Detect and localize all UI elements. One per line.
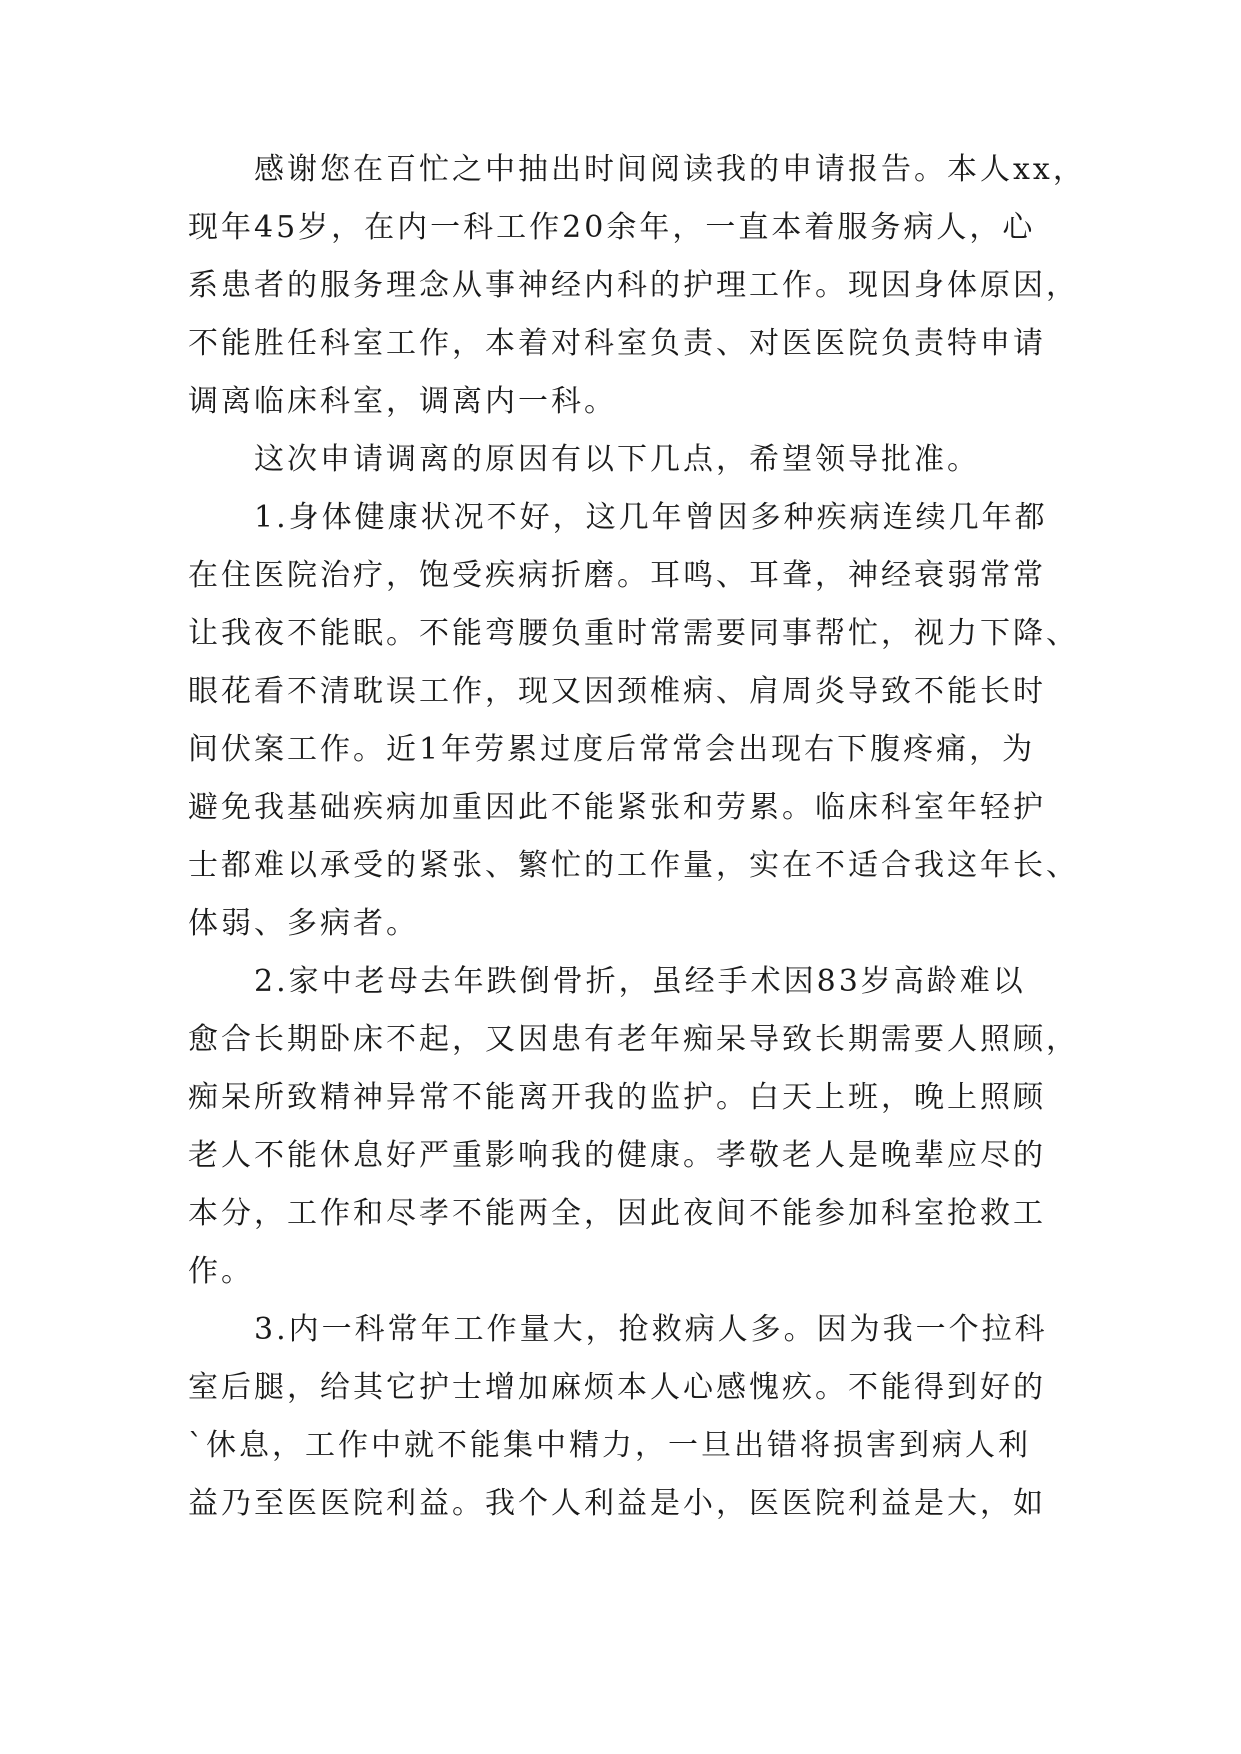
- text-line: 士都难以承受的紧张、繁忙的工作量，实在不适合我这年长、: [188, 848, 1079, 883]
- text-line: 眼花看不清耽误工作，现又因颈椎病、肩周炎导致不能长时: [188, 674, 1046, 709]
- text-line: 间伏案工作。近1年劳累过度后常常会出现右下腹疼痛，为: [188, 732, 1036, 767]
- text-line: 愈合长期卧床不起，又因患有老年痴呆导致长期需要人照顾，: [188, 1022, 1079, 1057]
- text-line: 让我夜不能眠。不能弯腰负重时常需要同事帮忙，视力下降、: [188, 616, 1079, 651]
- text-line: 老人不能休息好严重影响我的健康。孝敬老人是晚辈应尽的: [188, 1138, 1046, 1173]
- text-line: 痴呆所致精神异常不能离开我的监护。白天上班，晚上照顾: [188, 1080, 1046, 1115]
- text-line: 本分，工作和尽孝不能两全，因此夜间不能参加科室抢救工: [188, 1196, 1046, 1231]
- text-line: 调离临床科室，调离内一科。: [188, 384, 617, 419]
- text-line: 益乃至医医院利益。我个人利益是小，医医院利益是大，如: [188, 1486, 1046, 1521]
- text-line: 系患者的服务理念从事神经内科的护理工作。现因身体原因，: [188, 268, 1079, 303]
- text-line: 1.身体健康状况不好，这几年曾因多种疾病连续几年都: [254, 500, 1048, 535]
- text-line: 感谢您在百忙之中抽出时间阅读我的申请报告。本人xx，: [254, 152, 1086, 187]
- text-line: `休息，工作中就不能集中精力，一旦出错将损害到病人利: [188, 1428, 1031, 1463]
- text-line: 现年45岁，在内一科工作20余年，一直本着服务病人，心: [188, 210, 1036, 245]
- text-line: 避免我基础疾病加重因此不能紧张和劳累。临床科室年轻护: [188, 790, 1046, 825]
- text-line: 这次申请调离的原因有以下几点，希望领导批准。: [254, 442, 980, 477]
- text-line: 作。: [188, 1254, 254, 1289]
- text-line: 不能胜任科室工作，本着对科室负责、对医医院负责特申请: [188, 326, 1046, 361]
- text-line: 体弱、多病者。: [188, 906, 419, 941]
- text-line: 在住医院治疗，饱受疾病折磨。耳鸣、耳聋，神经衰弱常常: [188, 558, 1046, 593]
- text-line: 3.内一科常年工作量大，抢救病人多。因为我一个拉科: [254, 1312, 1048, 1347]
- text-line: 2.家中老母去年跌倒骨折，虽经手术因83岁高龄难以: [254, 964, 1026, 999]
- text-line: 室后腿，给其它护士增加麻烦本人心感愧疚。不能得到好的: [188, 1370, 1046, 1405]
